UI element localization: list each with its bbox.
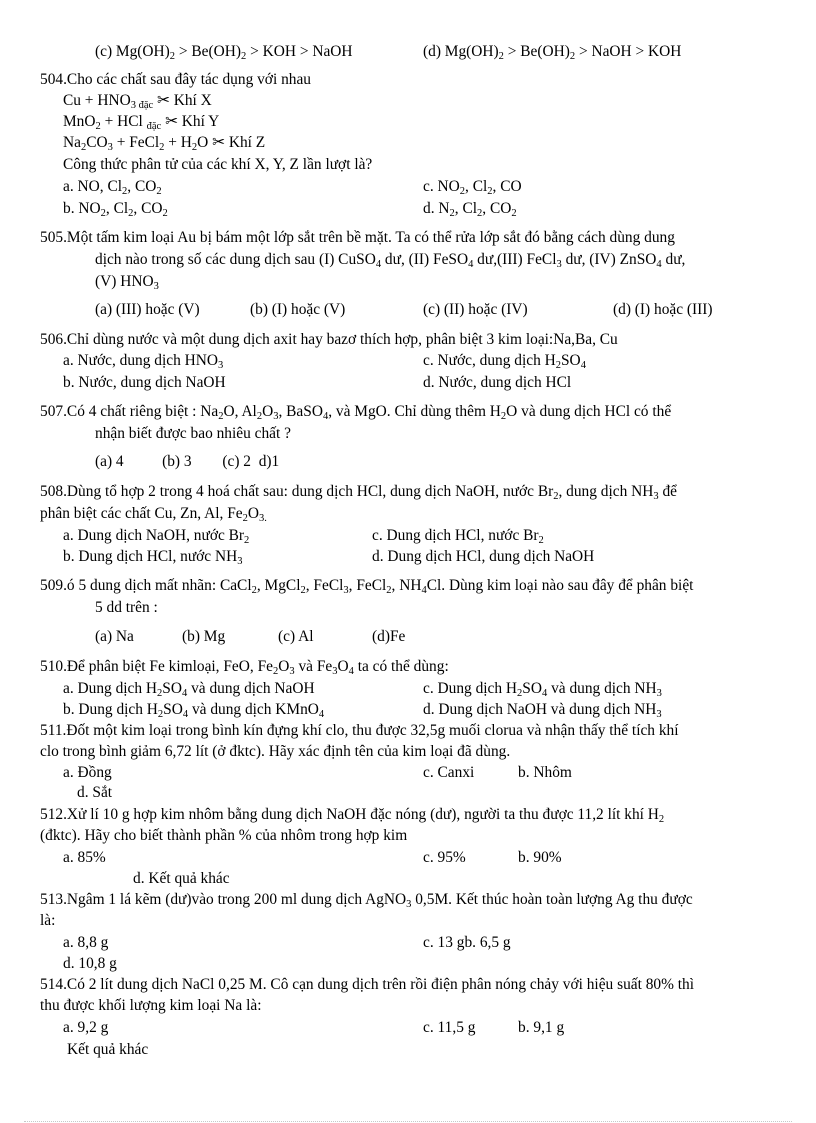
q504-option-d: d. $N_2$, $Cl_2$, $CO_2$ [423,200,517,219]
q511-option-a: a. Đồng [63,764,112,781]
q509-option-c: (c) Al [278,628,314,645]
q513-option-a: a. 8,8 g [63,934,109,951]
q511-option-c: c. Canxi [423,764,475,781]
q511-option-d: d. Sắt [77,784,113,801]
q509-stem-line1: 509.ó 5 dung dịch mất nhãn: CaCl$_2$, MgCl$_2$, FeCl$_3$, FeCl$_2$, $NH_4Cl$. Dùng kim loại nào sau đây để phân biệt [40,577,694,596]
q511-option-b: b. Nhôm [518,764,572,781]
q509-stem-line2: 5 dd trên : [95,599,158,616]
q511-stem-line2: clo trong bình giảm 6,72 lít (ở đktc). Hãy xác định tên của kim loại đã dùng. [40,743,511,760]
q512-stem-line1: 512.Xử lí 10 g hợp kim nhôm bằng dung dịch NaOH đặc nóng (dư), người ta thu được 11,2 lít khí $H_2$ [40,806,665,825]
q512-option-c: c. 95% [423,849,466,866]
q510-option-b: b. Dung dịch $H_2SO_4$ và dung dịch KMnO$_4$ [63,701,325,720]
q513-stem-line2: là: [40,912,56,929]
q505-stem-line1: 505.Một tấm kim loại Au bị bám một lớp sắt trên bề mặt. Ta có thể rửa lớp sắt đó bằng cách dùng dung [40,229,675,246]
q508-option-d: d. Dung dịch HCl, dung dịch NaOH [372,548,595,565]
q505-stem-line2: dịch nào trong số các dung dịch sau (I) CuSO$_4$ dư, (II) FeSO$_4$ dư,(III) FeCl$_3$ dư, (IV) ZnSO$_4$ dư, [95,251,686,270]
q514-option-d: Kết quả khác [67,1041,149,1058]
q513-option-d: d. 10,8 g [63,955,117,972]
q503-option-c: (c) $Mg(OH)_2 > Be(OH)_2$ > KOH > NaOH [95,43,353,62]
q504-stem: 504.Cho các chất sau đây tác dụng với nhau [40,71,311,88]
q508-option-b: b. Dung dịch HCl, nước $NH_3$ [63,548,243,567]
q508-option-c: c. Dung dịch HCl, nước $Br_2$ [372,527,544,546]
q503-option-d: (d) $Mg(OH)_2 > Be(OH)_2$ > NaOH > KOH [423,43,682,62]
q514-option-a: a. 9,2 g [63,1019,109,1036]
q514-option-c: c. 11,5 g [423,1019,476,1036]
q512-option-d: d. Kết quả khác [133,870,230,887]
q504-option-b: b. $NO_2$, $Cl_2$, $CO_2$ [63,200,168,219]
q512-option-b: b. 90% [518,849,562,866]
q509-option-b: (b) Mg [182,628,226,645]
q505-option-b: (b) (I) hoặc (V) [250,301,346,318]
q510-option-d: d. Dung dịch NaOH và dung dịch $NH_3$ [423,701,662,720]
q506-option-d: d. Nước, dung dịch HCl [423,374,572,391]
q513-option-c-b: c. 13 gb. 6,5 g [423,934,511,951]
q508-stem-line1: 508.Dùng tổ hợp 2 trong 4 hoá chất sau: dung dịch HCl, dung dịch NaOH, nước $Br_2$, dung dịch $NH_3$ để [40,483,677,502]
q504-option-a: a. NO, $Cl_2$, $CO_2$ [63,178,162,197]
q505-option-d: (d) (I) hoặc (III) [613,301,713,318]
page-bottom-divider [24,1121,792,1122]
q505-stem-line3: (V) $HNO_3$ [95,273,159,292]
q506-option-a: a. Nước, dung dịch $HNO_3$ [63,352,224,371]
q510-option-a: a. Dung dịch $H_2SO_4$ và dung dịch NaOH [63,680,315,699]
q510-stem: 510.Để phân biệt Fe kimloại, FeO, $Fe_2O_3$ và $Fe_3O_4$ ta có thể dùng: [40,658,449,677]
q504-reaction-y: MnO$_2$ + HCl $_{đặc}$ ✂ Khí Y [63,113,220,132]
q505-option-a: (a) (III) hoặc (V) [95,301,200,318]
q506-option-b: b. Nước, dung dịch NaOH [63,374,226,391]
q510-option-c: c. Dung dịch $H_2SO_4$ và dung dịch $NH_3$ [423,680,662,699]
q506-stem: 506.Chỉ dùng nước và một dung dịch axit hay bazơ thích hợp, phân biệt 3 kim loại:Na,Ba, Cu [40,331,618,348]
q514-stem-line2: thu được khối lượng kim loại Na là: [40,997,262,1014]
q504-reaction-x: $Cu + HNO_{3 đặc}$ ✂ Khí X [63,92,212,111]
q507-options: (a) 4 (b) 3 (c) 2 d)1 [95,453,280,470]
q506-option-c: c. Nước, dung dịch $H_2SO_4$ [423,352,586,371]
q511-stem-line1: 511.Đốt một kim loại trong bình kín đựng khí clo, thu được 32,5g muối clorua và nhận thấy thể tích khí [40,722,679,739]
q514-stem-line1: 514.Có 2 lít dung dịch NaCl 0,25 M. Cô cạn dung dịch trên rồi điện phân nóng chảy với hiệu suất 80% thì [40,976,695,993]
q514-option-b: b. 9,1 g [518,1019,565,1036]
q504-question: Công thức phân tử của các khí X, Y, Z lần lượt là? [63,156,373,173]
q504-option-c: c. $NO_2$, $Cl_2$, CO [423,178,522,197]
q509-option-d: (d)Fe [372,628,406,645]
q509-option-a: (a) Na [95,628,134,645]
q512-stem-line2: (đktc). Hãy cho biết thành phần % của nhôm trong hợp kim [40,827,408,844]
q505-option-c: (c) (II) hoặc (IV) [423,301,528,318]
q513-stem-line1: 513.Ngâm 1 lá kẽm (dư)vào trong 200 ml dung dịch AgNO$_3$ 0,5M. Kết thúc hoàn toàn lượng Ag thu được [40,891,693,910]
q507-stem-line2: nhận biết được bao nhiêu chất ? [95,425,291,442]
q508-option-a: a. Dung dịch NaOH, nước $Br_2$ [63,527,250,546]
q504-reaction-z: $Na_2CO_3$ + FeCl$_2$ + $H_2O$ ✂ Khí Z [63,134,266,153]
q507-stem-line1: 507.Có 4 chất riêng biệt : $Na_2O$, $Al_2O_3$, BaSO$_4$, và MgO. Chỉ dùng thêm $H_2O$ và dung dịch HCl có thể [40,403,672,422]
q512-option-a: a. 85% [63,849,106,866]
q508-stem-line2: phân biệt các chất Cu, Zn, Al, $Fe_2O_{3.}$ [40,505,267,524]
